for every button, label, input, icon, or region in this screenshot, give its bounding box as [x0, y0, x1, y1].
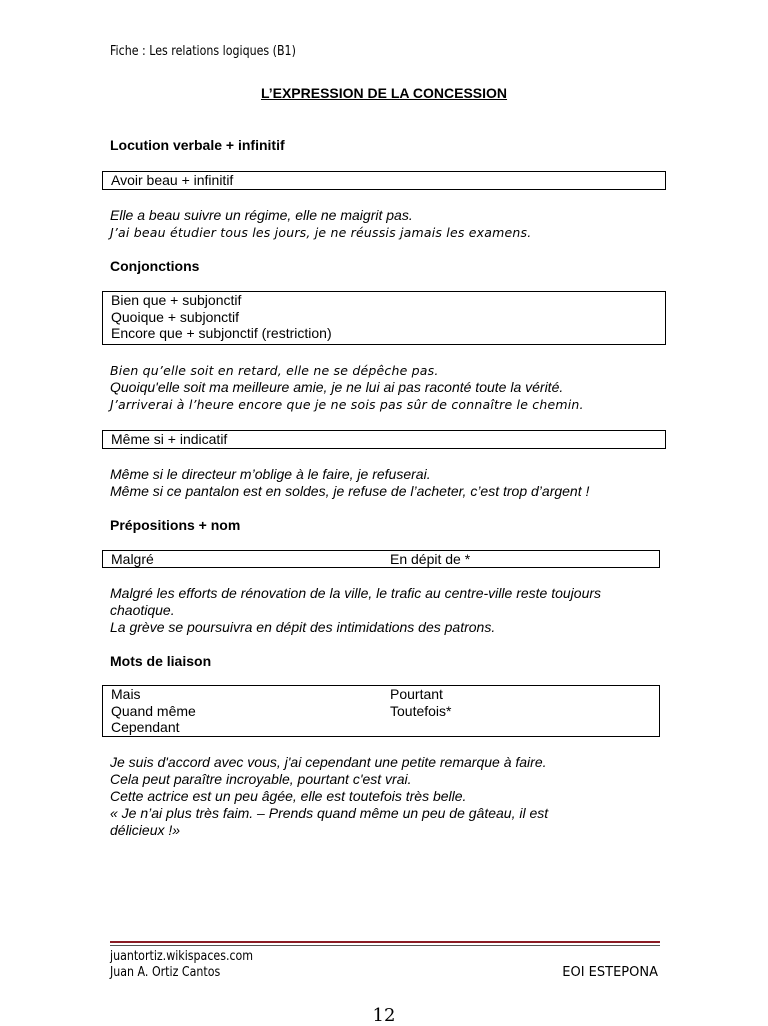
rule-line: Bien que + subjonctif — [111, 292, 242, 308]
rule-box-mots-de-liaison — [102, 685, 660, 737]
rule-box-conjonctions — [102, 291, 666, 345]
examples-block-1 — [110, 207, 670, 241]
example-line: J’arriverai à l’heure encore que je ne sois pas sûr de connaître le chemin. — [110, 397, 584, 412]
example-line: « Je n’ai plus très faim. – Prends quand même un peu de gâteau, il est — [110, 805, 549, 821]
rule-line: Quoique + subjonctif — [111, 308, 240, 325]
examples-block-4 — [110, 585, 670, 636]
section-heading-prepositions: Prépositions + nom — [110, 517, 241, 533]
footer-school: EOI ESTEPONA — [562, 965, 658, 980]
example-line: délicieux !» — [110, 822, 181, 838]
document-header: Fiche : Les relations logiques (B1) — [110, 44, 296, 59]
rule-col2: En dépit de * — [390, 551, 471, 567]
page-title: L’EXPRESSION DE LA CONCESSION — [260, 85, 508, 101]
rule-col1: Malgré — [111, 551, 154, 567]
example-line: chaotique. — [110, 602, 175, 618]
rule-box-avoir-beau — [102, 171, 666, 190]
example-line: Même si ce pantalon est en soldes, je refuse de l’acheter, c’est trop d’argent ! — [110, 483, 590, 499]
rule-box-meme-si — [102, 430, 666, 449]
examples-block-2 — [110, 362, 670, 413]
rule-col2: Toutefois* — [390, 702, 452, 719]
section-heading-locution: Locution verbale + infinitif — [110, 137, 285, 153]
example-line: Elle a beau suivre un régime, elle ne maigrit pas. — [110, 207, 413, 223]
rule-col1: Mais — [111, 686, 141, 702]
page-number: 12 — [372, 1005, 396, 1026]
rule-line: Même si + indicatif — [111, 431, 228, 447]
footer-author: Juan A. Ortiz Cantos — [110, 965, 221, 980]
example-line: Même si le directeur m’oblige à le faire, je refuserai. — [110, 466, 431, 482]
rule-col1: Quand même — [111, 702, 196, 719]
example-line: Je suis d'accord avec vous, j'ai cependant une petite remarque à faire. — [110, 754, 547, 770]
example-line: La grève se poursuivra en dépit des intimidations des patrons. — [110, 619, 496, 635]
section-heading-conjonctions: Conjonctions — [110, 258, 200, 274]
rule-line: Avoir beau + infinitif — [111, 172, 234, 188]
example-line: J’ai beau étudier tous les jours, je ne réussis jamais les examens. — [110, 225, 532, 240]
examples-block-3 — [110, 466, 670, 500]
examples-block-5 — [110, 754, 670, 839]
rule-col2: Pourtant — [390, 686, 443, 702]
example-line: Bien qu’elle soit en retard, elle ne se dépêche pas. — [110, 363, 439, 378]
rule-box-prepositions — [102, 550, 660, 568]
footer-divider-thin — [110, 945, 660, 946]
rule-line: Encore que + subjonctif (restriction) — [111, 325, 332, 341]
section-heading-mots-de-liaison: Mots de liaison — [110, 653, 212, 669]
example-line: Malgré les efforts de rénovation de la ville, le trafic au centre-ville reste toujours — [110, 585, 602, 601]
rule-col1: Cependant — [111, 719, 180, 735]
footer-site: juantortiz.wikispaces.com — [110, 949, 254, 964]
example-line: Cela peut paraître incroyable, pourtant c'est vrai. — [110, 771, 412, 787]
example-line: Quoiqu'elle soit ma meilleure amie, je ne lui ai pas raconté toute la vérité. — [110, 379, 564, 395]
example-line: Cette actrice est un peu âgée, elle est toutefois très belle. — [110, 788, 467, 804]
footer-divider — [110, 941, 660, 943]
